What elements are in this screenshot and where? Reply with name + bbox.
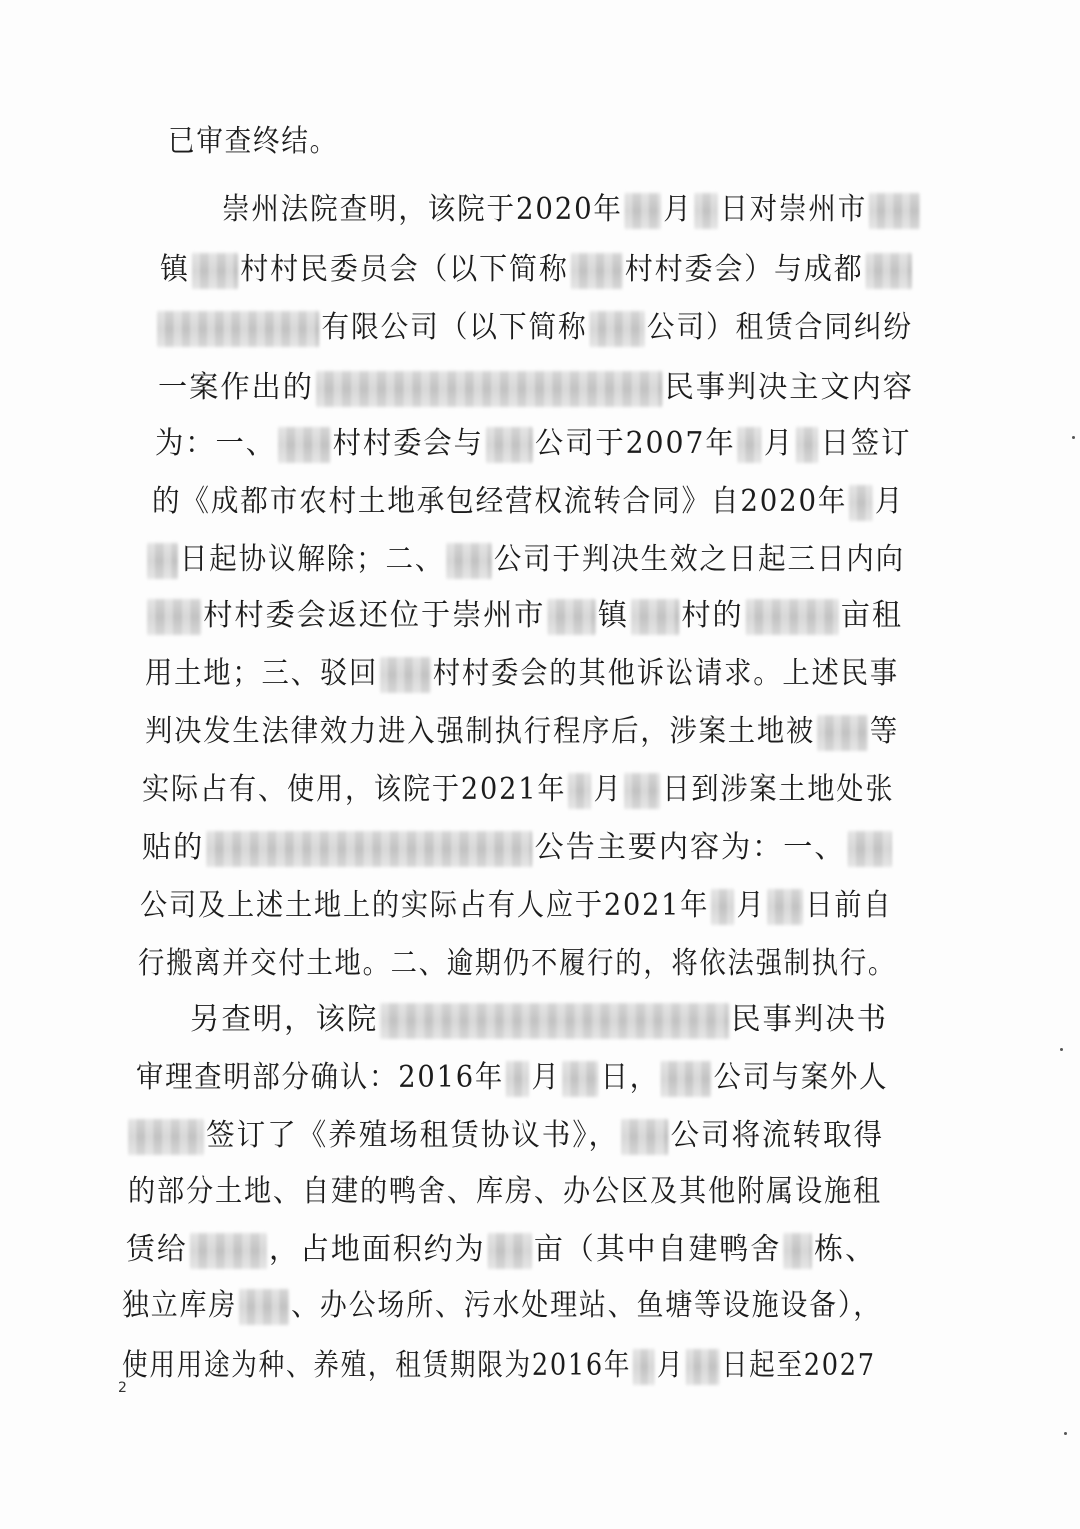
text-segment: 为：一、 xyxy=(155,426,276,461)
text-segment: 公司及上述土地上的实际占有人应于2021年 xyxy=(140,888,710,923)
text-line xyxy=(160,250,914,290)
redaction-block xyxy=(849,485,873,521)
text-segment: 民事判决书 xyxy=(731,1002,888,1037)
redaction-block xyxy=(316,371,663,407)
text-line xyxy=(126,1116,884,1156)
text-segment: 月 xyxy=(531,1060,561,1095)
redaction-block xyxy=(737,427,762,463)
text-segment: 月 xyxy=(763,426,795,461)
redaction-block xyxy=(562,1061,598,1097)
redaction-block xyxy=(486,427,533,463)
text-line xyxy=(142,828,894,868)
text-segment: 日对崇州市 xyxy=(720,192,868,227)
text-line xyxy=(155,424,911,464)
redaction-block xyxy=(869,193,920,229)
redaction-block xyxy=(147,543,178,579)
text-segment: 亩租 xyxy=(840,598,904,633)
text-segment: 赁给 xyxy=(126,1232,188,1267)
redaction-block xyxy=(711,889,735,925)
text-segment: 民事判决主文内容 xyxy=(664,370,914,405)
text-segment: 等 xyxy=(869,714,899,749)
text-line xyxy=(158,368,914,408)
text-line xyxy=(138,944,896,984)
redaction-block xyxy=(571,253,623,289)
redaction-block xyxy=(147,599,201,635)
text-segment: 村的 xyxy=(681,598,744,633)
redaction-block xyxy=(633,1349,655,1385)
text-segment: 村村委会）与成都 xyxy=(624,252,864,287)
redaction-block xyxy=(624,773,660,809)
redaction-block xyxy=(631,599,680,635)
redaction-block xyxy=(796,427,819,463)
redaction-block xyxy=(817,715,868,751)
text-segment: 日， xyxy=(600,1060,659,1095)
redaction-block xyxy=(686,1349,720,1385)
text-segment: 镇 xyxy=(597,598,629,633)
text-segment: 使用用途为种、养殖，租赁期限为2016年 xyxy=(122,1348,632,1383)
redaction-block xyxy=(847,831,892,867)
scan-speck xyxy=(1060,1048,1063,1051)
redaction-block xyxy=(625,193,662,229)
text-line xyxy=(145,540,905,580)
text-segment: 已审查终结。 xyxy=(168,124,338,159)
text-segment: 另查明，该院 xyxy=(190,1002,379,1037)
text-segment: 村村委会的其他诉讼请求。上述民事 xyxy=(432,656,899,691)
text-segment: 判决发生法律效力进入强制执行程序后，涉案土地被 xyxy=(145,714,816,749)
text-segment: 月 xyxy=(593,772,623,807)
scan-speck xyxy=(1064,1432,1067,1435)
text-segment: 独立库房 xyxy=(122,1288,238,1323)
text-segment: 实际占有、使用，该院于2021年 xyxy=(142,772,567,807)
text-line xyxy=(145,596,903,636)
text-segment: 村村民委员会（以下简称 xyxy=(240,252,569,287)
redaction-block xyxy=(865,253,912,289)
redaction-block xyxy=(239,1289,289,1325)
scan-speck xyxy=(1072,436,1075,439)
text-segment: 公告主要内容为：一、 xyxy=(534,830,846,865)
text-segment: 村村委会与 xyxy=(332,426,484,461)
text-line xyxy=(142,770,894,810)
text-segment: 月 xyxy=(874,484,905,519)
text-segment: 有限公司（以下简称 xyxy=(321,310,588,345)
redaction-block xyxy=(783,1233,812,1269)
redaction-block xyxy=(621,1119,669,1155)
redaction-block xyxy=(206,831,532,867)
text-line xyxy=(222,190,922,230)
text-line xyxy=(145,712,899,752)
text-line xyxy=(122,1286,882,1326)
text-line xyxy=(152,482,904,522)
redaction-block xyxy=(506,1061,530,1097)
text-line xyxy=(126,1230,876,1270)
redaction-block xyxy=(487,1233,531,1269)
redaction-block xyxy=(661,1061,712,1097)
text-line xyxy=(128,1172,882,1212)
text-segment: 日前自 xyxy=(805,888,893,923)
text-segment: 日起协议解除；二、 xyxy=(179,542,445,577)
text-line xyxy=(136,1058,888,1098)
redaction-block xyxy=(589,311,644,347)
redaction-block xyxy=(192,253,239,289)
text-segment: 亩（其中自建鸭舍 xyxy=(533,1232,782,1267)
text-segment: 月 xyxy=(656,1348,685,1383)
redaction-block xyxy=(694,193,718,229)
text-segment: 月 xyxy=(663,192,693,227)
redaction-block xyxy=(380,657,431,693)
page-number: 2 xyxy=(118,1380,127,1396)
redaction-block xyxy=(278,427,331,463)
redaction-block xyxy=(568,773,592,809)
text-segment: 的《成都市农村土地承包经营权流转合同》自2020年 xyxy=(152,484,848,519)
text-line xyxy=(140,886,892,926)
text-segment: 公司将流转取得 xyxy=(670,1118,885,1153)
text-line xyxy=(168,122,338,162)
text-segment: 日起至2027 xyxy=(721,1348,876,1383)
redaction-block xyxy=(746,599,839,635)
text-segment: 一案作出的 xyxy=(158,370,314,405)
redaction-block xyxy=(128,1119,204,1155)
text-segment: 用土地；三、驳回 xyxy=(145,656,379,691)
text-line xyxy=(190,1000,888,1040)
text-segment: ，占地面积约为 xyxy=(269,1232,486,1267)
text-segment: 镇 xyxy=(160,252,190,287)
text-segment: 日到涉案土地处张 xyxy=(662,772,895,807)
text-line xyxy=(145,654,899,694)
text-segment: 的部分土地、自建的鸭舍、库房、办公区及其他附属设施租 xyxy=(128,1174,883,1209)
text-segment: 公司于判决生效之日起三日内向 xyxy=(493,542,906,577)
redaction-block xyxy=(547,599,596,635)
text-segment: 行搬离并交付土地。二、逾期仍不履行的，将依法强制执行。 xyxy=(138,946,896,981)
text-segment: 、办公场所、污水处理站、鱼塘等设施设备）， xyxy=(291,1288,882,1323)
redaction-block xyxy=(767,889,803,925)
text-segment: 月 xyxy=(736,888,766,923)
text-segment: 公司与案外人 xyxy=(713,1060,889,1095)
text-segment: 崇州法院查明，该院于2020年 xyxy=(222,192,623,227)
redaction-block xyxy=(157,311,320,347)
redaction-block xyxy=(380,1003,729,1039)
text-segment: 审理查明部分确认：2016年 xyxy=(136,1060,505,1095)
text-segment: 栋、 xyxy=(814,1232,877,1267)
text-segment: 签订了《养殖场租赁协议书》， xyxy=(206,1118,619,1153)
text-segment: 村村委会返还位于崇州市 xyxy=(203,598,546,633)
text-segment: 日签订 xyxy=(820,426,912,461)
redaction-block xyxy=(446,543,492,579)
text-line xyxy=(155,308,913,348)
redaction-block xyxy=(190,1233,267,1269)
text-segment: 公司于2007年 xyxy=(534,426,736,461)
text-line xyxy=(122,1346,876,1386)
text-segment: 贴的 xyxy=(142,830,205,865)
text-segment: 公司）租赁合同纠纷 xyxy=(646,310,914,345)
